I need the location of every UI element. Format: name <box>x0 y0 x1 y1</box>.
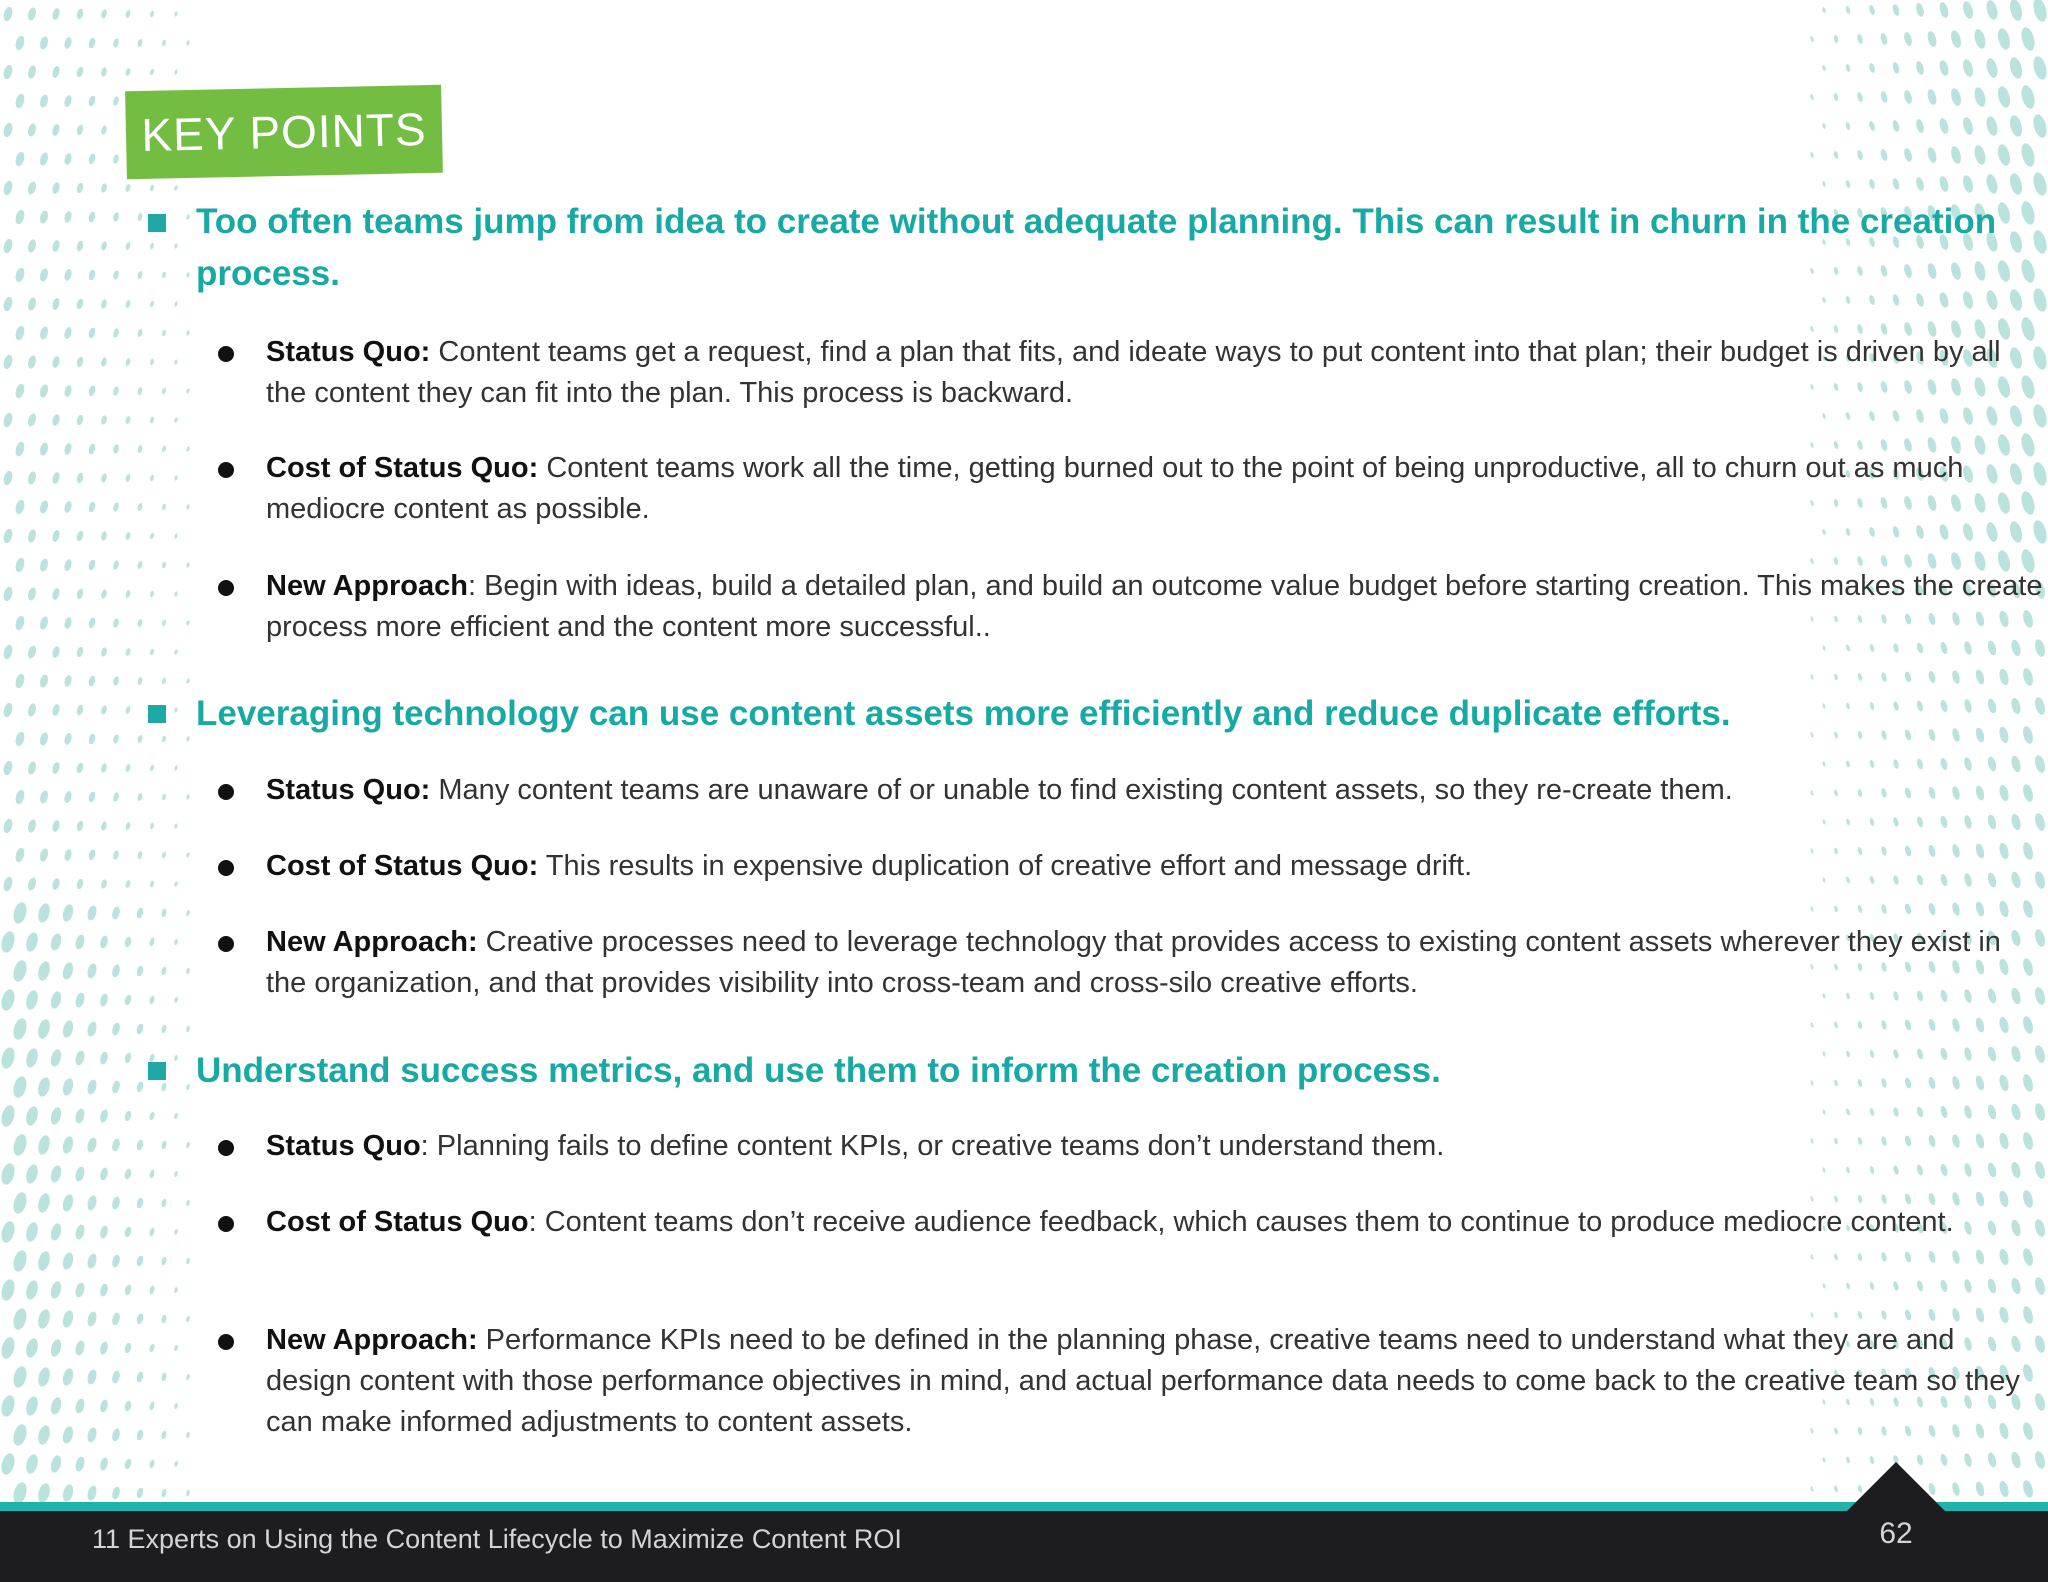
footer-accent-line <box>0 1502 2048 1511</box>
section-bullet-icon <box>148 705 166 723</box>
list-item-text <box>266 770 2046 811</box>
item-body: : Planning fails to define content KPIs, or creative teams don’t understand them. <box>420 1130 1445 1162</box>
bullet-icon <box>218 1216 234 1232</box>
list-item-text <box>266 332 2046 414</box>
section-title: Too often teams jump from idea to create without adequate planning. This can result in churn in the creation process. <box>196 202 1997 293</box>
page-number: 62 <box>1879 1517 1913 1550</box>
item-label: New Approach: <box>266 926 478 958</box>
item-label: Cost of Status Quo <box>266 1206 529 1238</box>
bullet-icon <box>218 580 234 596</box>
list-item-text <box>266 1126 2046 1167</box>
item-body: : Begin with ideas, build a detailed plan, and build an outcome value budget before starting creation. This makes the create process more efficient and the content more successful.. <box>266 570 2043 643</box>
list-item-text <box>266 448 2046 530</box>
item-label: Cost of Status Quo: <box>266 850 539 882</box>
item-label: Status Quo: <box>266 774 431 806</box>
section-bullet-icon <box>148 1062 166 1080</box>
item-label: Status Quo: <box>266 336 431 368</box>
item-label: New Approach: <box>266 1324 478 1356</box>
item-label: Cost of Status Quo: <box>266 452 539 484</box>
list-item-text <box>266 1320 2046 1443</box>
section-bullet-icon <box>148 214 166 232</box>
item-body: This results in expensive duplication of creative effort and message drift. <box>538 850 1473 882</box>
item-body: Content teams get a request, find a plan that fits, and ideate ways to put content into that plan; their budget is driven by all the content they can fit into the plan. This process is backward. <box>266 336 2001 409</box>
item-body: Performance KPIs need to be defined in the planning phase, creative teams need to understand what they are and design content with those performance objectives in mind, and actual performance data needs to come back to the creative team so they can make informed adjustments to content assets. <box>266 1324 2020 1438</box>
item-body: : Content teams don’t receive audience feedback, which causes them to continue to produce mediocre content. <box>528 1206 1954 1238</box>
bullet-icon <box>218 346 234 362</box>
item-label: New Approach <box>266 570 468 602</box>
bullet-icon <box>218 462 234 478</box>
section-title: Understand success metrics, and use them to inform the creation process. <box>196 1051 1441 1090</box>
list-item-text <box>266 1202 2046 1243</box>
list-item-text <box>266 922 2046 1004</box>
key-points-label: KEY POINTS <box>140 103 428 161</box>
item-body: Content teams work all the time, getting burned out to the point of being unproductive, all to churn out as much mediocre content as possible. <box>266 452 1964 525</box>
bullet-icon <box>218 936 234 952</box>
item-body: Many content teams are unaware of or unable to find existing content assets, so they re-create them. <box>430 774 1733 806</box>
item-label: Status Quo <box>266 1130 421 1162</box>
item-body: Creative processes need to leverage technology that provides access to existing content assets wherever they exist in the organization, and that provides visibility into cross-team and cross-silo creative efforts. <box>266 926 2001 999</box>
bullet-icon <box>218 1334 234 1350</box>
bullet-icon <box>218 784 234 800</box>
section-title: Leveraging technology can use content assets more efficiently and reduce duplicate efforts. <box>196 694 1731 733</box>
list-item-text <box>266 566 2046 648</box>
footer-title: 11 Experts on Using the Content Lifecycle to Maximize Content ROI <box>92 1524 902 1554</box>
key-points-badge <box>125 85 443 180</box>
list-item-text <box>266 846 2046 887</box>
page-number-tab <box>1846 1462 1946 1512</box>
bullet-icon <box>218 1140 234 1156</box>
bullet-icon <box>218 860 234 876</box>
